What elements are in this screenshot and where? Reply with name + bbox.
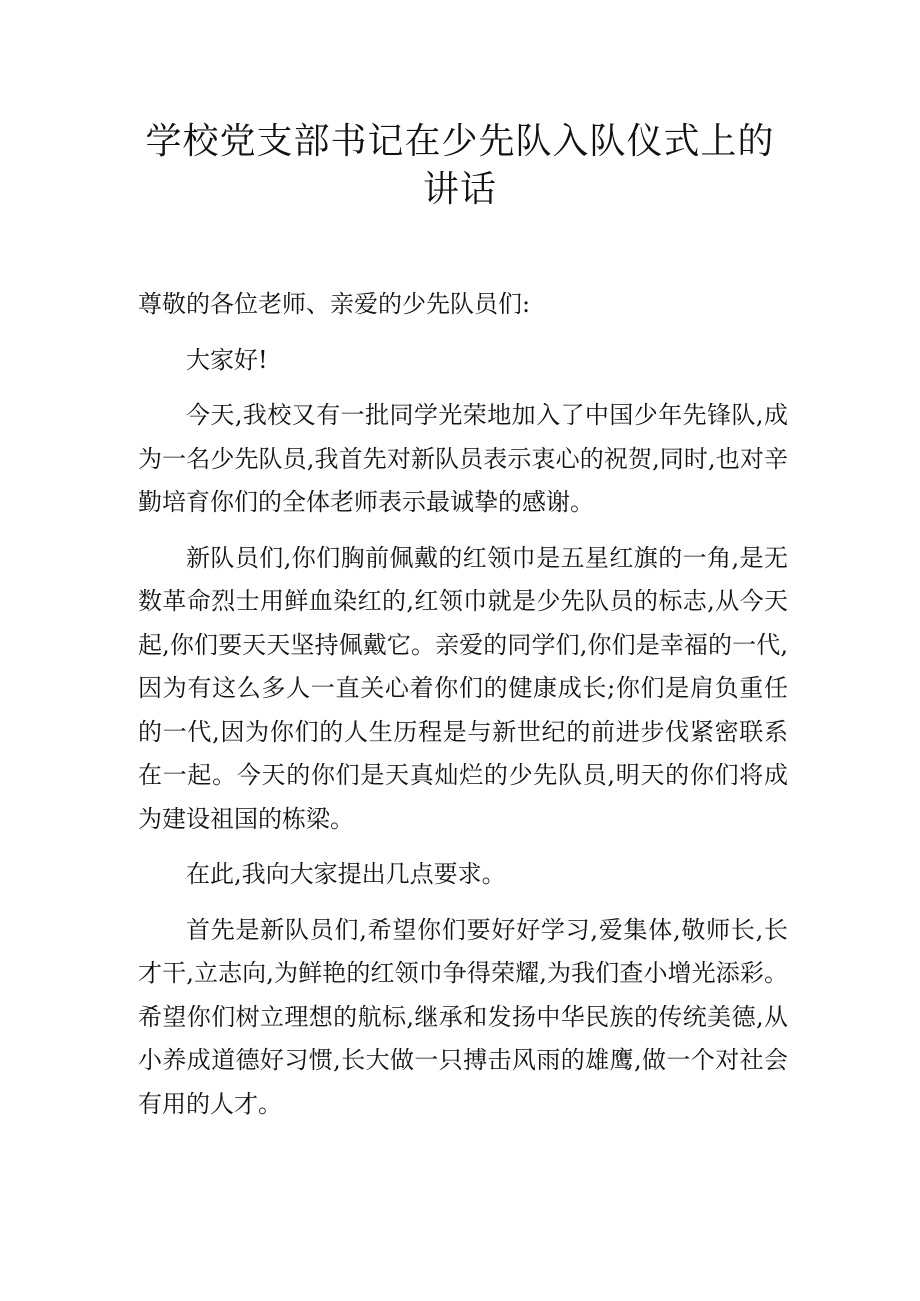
salutation: 尊敬的各位老师、亲爱的少先队员们: (138, 290, 531, 318)
paragraph-red-scarf: 新队员们,你们胸前佩戴的红领巾是五星红旗的一角,是无数革命烈士用鲜血染红的,红领巾就是少先队员的标志,从今天起,你们要天天坚持佩戴它。亲爱的同学们,你们是幸福的一代,因为有这么多人一直关心着你们的健康成长;你们是肩负重任的一代,因为你们的人生历程是与新世纪的前进步伐紧密联系在一起。今天的你们是天真灿烂的少先队员,明天的你们将成为建设祖国的栋梁。 (138, 543, 788, 833)
paragraph-requirements-intro: 在此,我向大家提出几点要求。 (186, 860, 506, 888)
paragraph-greeting: 大家好! (186, 345, 268, 374)
document-title: 学校党支部书记在少先队入队仪式上的讲话 (145, 121, 775, 210)
paragraph-first-requirement: 首先是新队员们,希望你们要好好学习,爱集体,敬师长,长才干,立志向,为鲜艳的红领巾争得荣耀,为我们查小增光添彩。希望你们树立理想的航标,继承和发扬中华民族的传统美德,从小养成道德好习惯,长大做一只搏击风雨的雄鹰,做一个对社会有用的人才。 (138, 915, 788, 1118)
paragraph-congratulations: 今天,我校又有一批同学光荣地加入了中国少年先锋队,成为一名少先队员,我首先对新队员表示衷心的祝贺,同时,也对辛勤培育你们的全体老师表示最诚挚的感谢。 (138, 401, 788, 516)
document-body (138, 283, 788, 1138)
